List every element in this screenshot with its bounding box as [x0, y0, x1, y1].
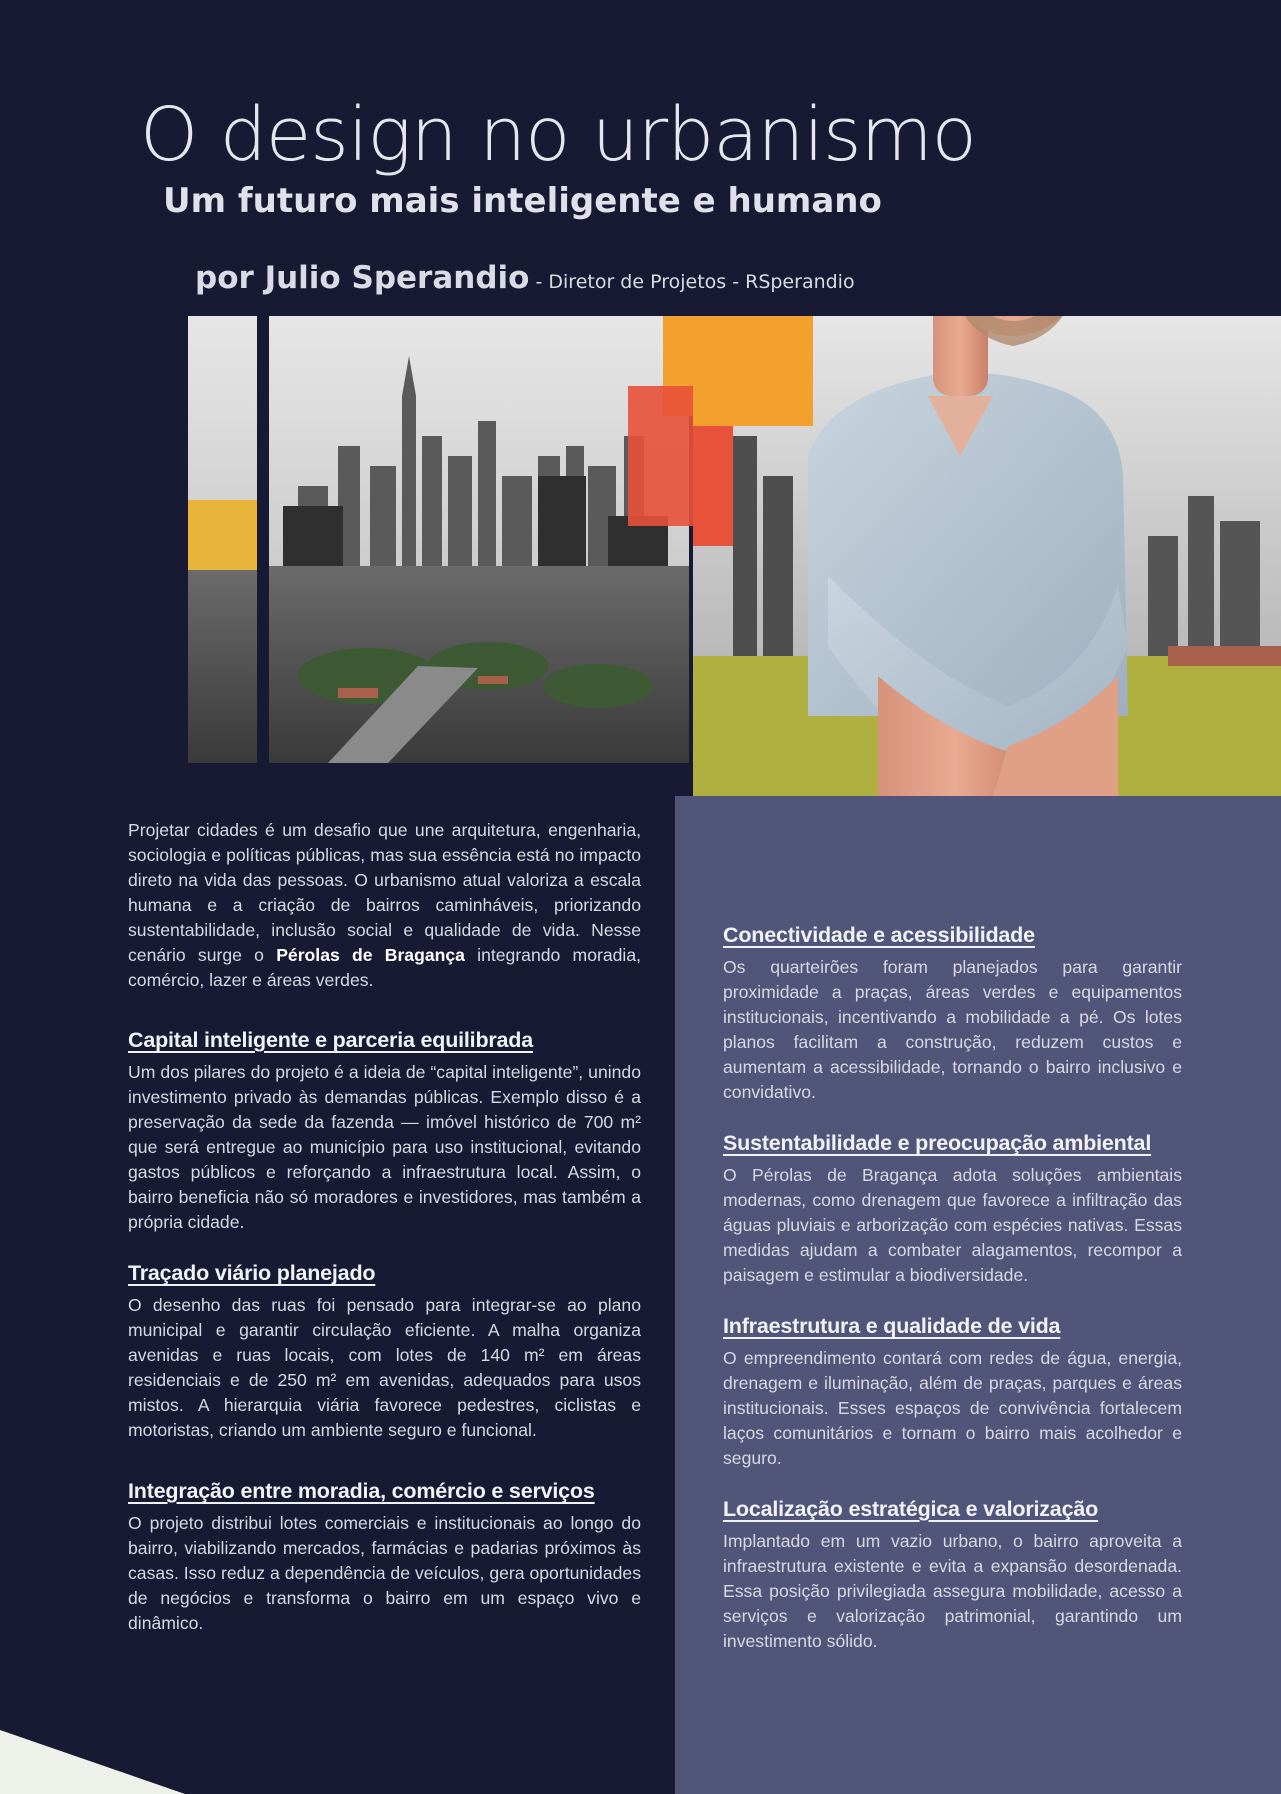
section-body: Os quarteirões foram planejados para garantir proximidade a praças, áreas verdes e equipamentos institucionais, incentivando a mobilidade a pé. Os lotes planos facilitam a construção, reduzem custos e aumentam a acessibilidade, tornando o bairro inclusivo e convidativo.	[723, 957, 1182, 1102]
city-collage-photo	[188, 316, 1281, 796]
intro-paragraph	[128, 818, 641, 993]
byline-role: - Diretor de Projetos - RSperandio	[529, 271, 855, 293]
section-heading: Infraestrutura e qualidade de vida	[723, 1314, 1061, 1338]
section-body: Implantado em um vazio urbano, o bairro aproveita a infraestrutura existente e evita a expansão desordenada. Essa posição privilegiada assegura mobilidade, acesso a serviços e valorização patrimonial, garantindo um investimento sólido.	[723, 1531, 1182, 1651]
section-heading: Capital inteligente e parceria equilibrada	[128, 1028, 534, 1052]
byline-author: por Julio Sperandio	[195, 260, 530, 296]
section-heading: Sustentabilidade e preocupação ambiental	[723, 1131, 1152, 1155]
right-column	[723, 921, 1182, 1690]
article-title: O design no urbanismo	[140, 92, 976, 178]
article-subtitle: Um futuro mais inteligente e humano	[163, 181, 882, 221]
collage-illustration	[188, 316, 1281, 796]
section-body: Um dos pilares do projeto é a ideia de “capital inteligente”, unindo investimento privado às demandas públicas. Exemplo disso é a preservação da sede da fazenda — imóvel histórico de 700 m² que será entregue ao município para uso institucional, evitando gastos públicos e reforçando a infraestrutura local. Assim, o bairro beneficia não só moradores e investidores, mas também a própria cidade.	[128, 1062, 641, 1232]
intro-text: Projetar cidades é um desafio que une arquitetura, engenharia, sociologia e políticas públicas, mas sua essência está no impacto direto na vida das pessoas. O urbanismo atual valoriza a escala humana e a criação de bairros caminháveis, priorizando sustentabilidade, inclusão social e qualidade de vida. Nesse cenário surge o	[128, 820, 641, 965]
left-column	[128, 818, 641, 1672]
byline	[195, 260, 855, 296]
section-body: O projeto distribui lotes comerciais e institucionais ao longo do bairro, viabilizando mercados, farmácias e padarias próximos às casas. Isso reduz a dependência de veículos, gera oportunidades de negócios e transforma o bairro em um espaço vivo e dinâmico.	[128, 1513, 641, 1633]
bottom-corner-accent	[0, 1730, 185, 1794]
section-body: O empreendimento contará com redes de água, energia, drenagem e iluminação, além de praças, parques e áreas institucionais. Esses espaços de convivência fortalecem laços comunitários e tornam o bairro mais acolhedor e seguro.	[723, 1348, 1182, 1468]
section-heading: Conectividade e acessibilidade	[723, 923, 1035, 947]
section-body: O desenho das ruas foi pensado para integrar-se ao plano municipal e garantir circulação eficiente. A malha organiza avenidas e ruas locais, com lotes de 140 m² em áreas residenciais e de 250 m² em avenidas, adequados para usos mistos. A hierarquia viária favorece pedestres, ciclistas e motoristas, criando um ambiente seguro e funcional.	[128, 1295, 641, 1440]
section-heading: Integração entre moradia, comércio e serviços	[128, 1479, 595, 1503]
section-body: O Pérolas de Bragança adota soluções ambientais modernas, como drenagem que favorece a infiltração das águas pluviais e arborização com espécies nativas. Essas medidas ajudam a combater alagamentos, recompor a paisagem e estimular a biodiversidade.	[723, 1165, 1182, 1285]
section-heading: Localização estratégica e valorização	[723, 1497, 1099, 1521]
intro-text-end: integrando moradia, comércio, lazer e áreas verdes.	[128, 945, 641, 990]
section-heading: Traçado viário planejado	[128, 1261, 376, 1285]
project-name: Pérolas de Bragança	[276, 945, 465, 965]
